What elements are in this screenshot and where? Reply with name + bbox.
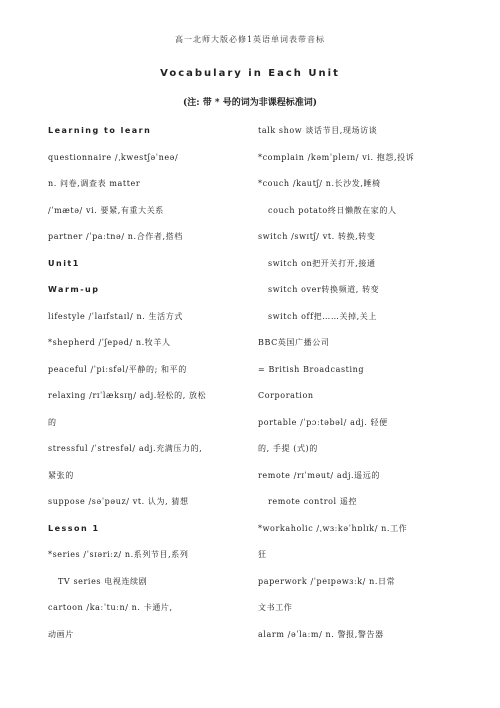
vocab-line: peaceful /ˈpiːsfəl/平静的; 和平的 xyxy=(48,364,187,374)
vocab-line: Lesson 1 xyxy=(48,523,100,533)
vocab-line: 的, 手提 (式)的 xyxy=(258,444,318,453)
vocab-line: Learning to learn xyxy=(48,126,152,135)
vocab-line: *couch /kautʃ/ n.长沙发,睡椅 xyxy=(258,179,381,188)
vocab-line: talk show 谈话节目,现场访谈 xyxy=(258,126,378,135)
vocab-line: *complain /kəmˈpleɪn/ vi. 抱怨,投诉 xyxy=(258,152,415,162)
vocab-line: Corporation xyxy=(258,391,314,400)
page-header: 高一北师大版必修1英语单词表带音标 xyxy=(174,35,326,44)
vocab-line: 狂 xyxy=(258,550,267,559)
vocab-line: paperwork /ˈpeɪpəwɜːk/ n.日常 xyxy=(258,576,396,586)
vocab-line: 动画片 xyxy=(48,629,74,639)
vocab-line: switch over转换频道, 转变 xyxy=(268,285,380,294)
vocab-line: switch on把开关打开,接通 xyxy=(268,258,376,268)
vocab-line: BBC英国广播公司 xyxy=(258,338,330,347)
vocab-line: suppose /səˈpəuz/ vt. 认为, 猜想 xyxy=(48,497,189,506)
vocab-line: stressful /ˈstresfəl/ adj.充满压力的, xyxy=(48,444,203,453)
vocab-line: switch /swɪtʃ/ vt. 转换,转变 xyxy=(258,232,376,241)
document-title: Vocabulary in Each Unit xyxy=(160,68,340,79)
vocab-line: portable /ˈpɔːtəbəl/ adj. 轻便 xyxy=(258,417,388,427)
vocab-line: *shepherd /ˈʃepəd/ n.牧羊人 xyxy=(48,338,171,347)
vocab-line: n. 问卷,调查表 matter xyxy=(48,179,141,188)
vocab-line: relaxing /rɪˈlæksɪŋ/ adj.轻松的, 放松 xyxy=(48,391,207,400)
left-column xyxy=(48,118,248,648)
vocab-line: switch off把……关掉,关上 xyxy=(268,311,377,321)
vocab-line: 的 xyxy=(48,417,57,427)
vocab-line: 文书工作 xyxy=(258,603,293,612)
vocab-line: *workaholic /ˌwɜːkəˈhɒlɪk/ n.工作 xyxy=(258,523,408,533)
vocab-line: lifestyle /ˈlaɪfstaɪl/ n. 生活方式 xyxy=(48,311,183,321)
vocab-line: cartoon /kaːˈtuːn/ n. 卡通片, xyxy=(48,603,173,612)
vocab-line: alarm /əˈlaːm/ n. 警报,警告器 xyxy=(258,629,384,639)
document-note: (注: 带 * 号的词为非课程标准词) xyxy=(183,98,317,108)
vocab-line: couch potato终日懒散在家的人 xyxy=(268,205,397,215)
vocab-line: remote control 遥控 xyxy=(268,497,358,506)
vocab-line: partner /ˈpaːtnə/ n.合作者,搭档 xyxy=(48,232,183,241)
vocab-line: questionnaire /ˌkwestʃəˈneə/ xyxy=(48,152,179,162)
vocab-line: = British Broadcasting xyxy=(258,364,365,374)
vocab-line: *series /ˈsɪəriːz/ n.系列节目,系列 xyxy=(48,550,189,559)
right-column xyxy=(258,118,458,648)
vocab-line: TV series 电视连续剧 xyxy=(58,576,148,586)
vocab-line: /ˈmætə/ vi. 要紧,有重大关系 xyxy=(48,205,164,215)
vocab-line: 紧张的 xyxy=(48,470,74,480)
vocab-line: remote /rɪˈməut/ adj.遥远的 xyxy=(258,470,380,480)
vocab-line: Unit1 xyxy=(48,258,80,268)
vocab-line: Warm-up xyxy=(48,285,100,294)
